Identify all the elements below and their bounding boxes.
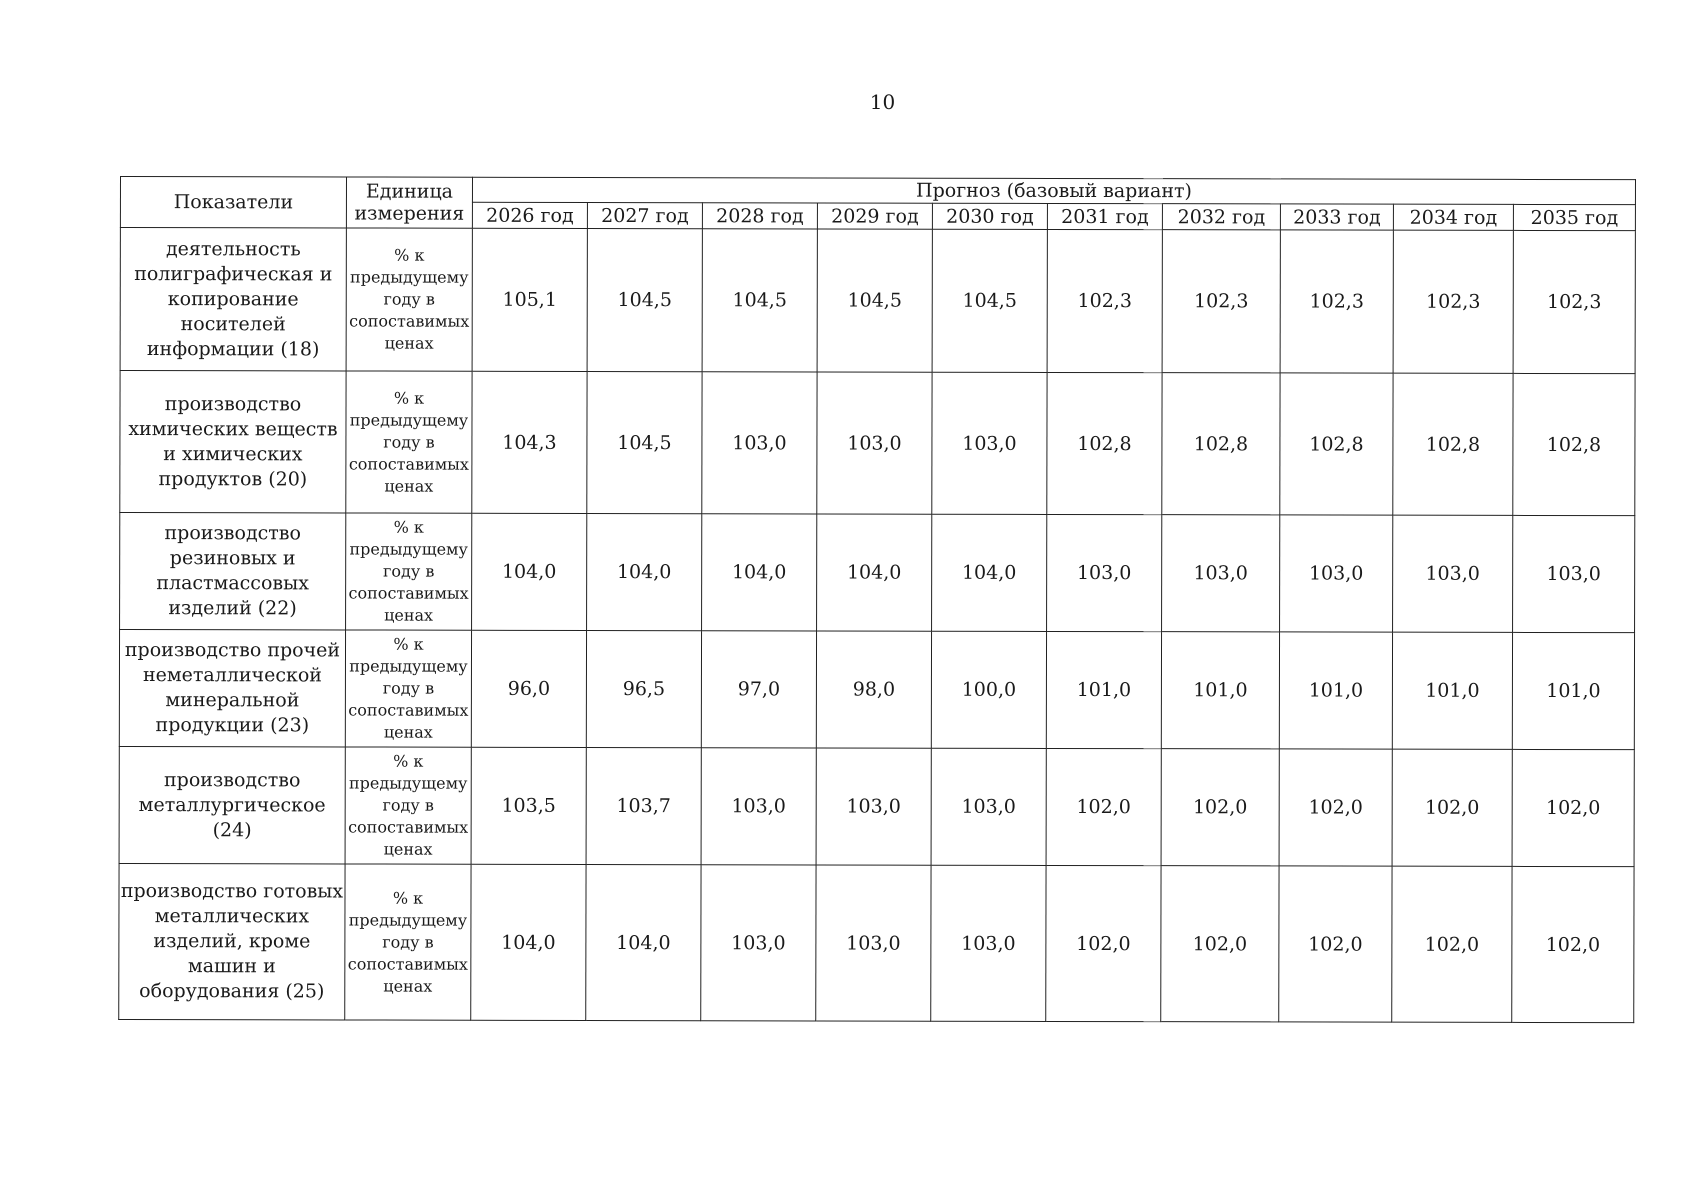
row-value: 101,0 — [1279, 632, 1392, 749]
row-value: 104,0 — [702, 514, 817, 631]
table-header — [120, 177, 1635, 231]
header-year-2026: 2026 год — [472, 202, 587, 228]
row-unit: % к предыдущему году в сопоставимых ценах — [345, 630, 471, 747]
row-value: 104,0 — [932, 514, 1047, 631]
row-value: 104,5 — [587, 371, 702, 513]
row-value: 104,0 — [471, 864, 586, 1020]
row-value: 103,0 — [1513, 515, 1635, 632]
row-value: 102,0 — [1279, 749, 1392, 866]
row-value: 105,1 — [472, 228, 587, 371]
row-value: 103,0 — [817, 372, 932, 514]
header-year-2027: 2027 год — [587, 202, 702, 228]
row-value: 103,0 — [932, 372, 1047, 514]
table-row — [120, 513, 1635, 633]
row-value: 104,3 — [472, 371, 587, 513]
row-value: 102,0 — [1046, 748, 1161, 865]
row-value: 102,3 — [1047, 229, 1162, 372]
header-year-2030: 2030 год — [932, 203, 1047, 229]
row-value: 96,5 — [586, 630, 701, 747]
row-value: 102,0 — [1512, 866, 1634, 1022]
header-year-2034: 2034 год — [1393, 204, 1513, 230]
row-value: 104,0 — [472, 513, 587, 630]
header-year-2035: 2035 год — [1513, 204, 1635, 230]
row-value: 102,3 — [1162, 230, 1280, 373]
row-unit: % к предыдущему году в сопоставимых ценах — [346, 513, 472, 630]
table-row — [120, 371, 1635, 516]
row-value: 103,0 — [816, 865, 931, 1021]
row-value: 98,0 — [816, 631, 931, 748]
table-row — [119, 863, 1634, 1022]
table-row — [120, 228, 1635, 374]
row-value: 102,0 — [1046, 865, 1161, 1021]
row-value: 103,0 — [1393, 515, 1513, 632]
row-value: 104,5 — [932, 229, 1047, 372]
row-value: 101,0 — [1046, 631, 1161, 748]
row-unit: % к предыдущему году в сопоставимых ценах — [346, 371, 472, 513]
row-value: 103,7 — [586, 747, 701, 864]
header-indicator: Показатели — [120, 177, 346, 228]
header-year-2031: 2031 год — [1047, 203, 1162, 229]
row-indicator: производство прочей неметаллической минеральной продукции (23) — [119, 630, 345, 747]
row-value: 103,0 — [1162, 515, 1280, 632]
row-value: 100,0 — [931, 631, 1046, 748]
header-year-2029: 2029 год — [817, 203, 932, 229]
page-number: 10 — [869, 90, 896, 114]
row-value: 103,0 — [816, 748, 931, 865]
table-row — [119, 746, 1634, 866]
row-indicator: производство резиновых и пластмассовых изделий (22) — [120, 513, 346, 630]
table-body — [119, 228, 1636, 1023]
row-value: 104,0 — [817, 514, 932, 631]
row-value: 102,3 — [1393, 230, 1513, 373]
row-value: 102,0 — [1279, 866, 1392, 1022]
row-value: 104,5 — [817, 229, 932, 372]
header-year-2033: 2033 год — [1280, 204, 1393, 230]
row-indicator: производство химических веществ и химических продуктов (20) — [120, 371, 346, 513]
row-value: 102,3 — [1280, 230, 1393, 373]
row-value: 103,0 — [701, 865, 816, 1021]
row-value: 103,0 — [931, 748, 1046, 865]
row-value: 102,0 — [1392, 866, 1512, 1022]
row-value: 103,0 — [702, 372, 817, 514]
row-value: 103,0 — [1047, 514, 1162, 631]
header-year-2028: 2028 год — [702, 203, 817, 229]
row-value: 96,0 — [471, 630, 586, 747]
row-value: 101,0 — [1512, 632, 1634, 749]
row-value: 103,5 — [471, 747, 586, 864]
forecast-table — [118, 176, 1636, 1023]
row-value: 101,0 — [1161, 632, 1279, 749]
row-value: 102,0 — [1512, 749, 1634, 866]
row-unit: % к предыдущему году в сопоставимых ценах — [345, 864, 471, 1020]
row-value: 102,8 — [1280, 373, 1393, 515]
row-value: 103,0 — [701, 748, 816, 865]
table-row — [119, 630, 1634, 750]
row-value: 104,5 — [702, 229, 817, 372]
row-unit: % к предыдущему году в сопоставимых ценах — [346, 228, 472, 371]
header-unit: Единица измерения — [346, 177, 472, 228]
row-value: 102,8 — [1162, 373, 1280, 515]
row-value: 102,8 — [1047, 372, 1162, 514]
row-unit: % к предыдущему году в сопоставимых ценах — [345, 747, 471, 864]
row-indicator: производство металлургическое (24) — [119, 746, 345, 863]
row-value: 101,0 — [1392, 632, 1512, 749]
row-indicator: производство готовых металлических изделий, кроме машин и оборудования (25) — [119, 863, 345, 1019]
row-value: 102,8 — [1513, 373, 1635, 515]
header-year-2032: 2032 год — [1162, 204, 1280, 230]
row-value: 102,0 — [1161, 866, 1279, 1022]
row-indicator: деятельность полиграфическая и копирование носителей информации (18) — [120, 228, 346, 371]
row-value: 104,5 — [587, 228, 702, 371]
row-value: 103,0 — [1280, 515, 1393, 632]
row-value: 102,0 — [1161, 749, 1279, 866]
row-value: 102,3 — [1513, 230, 1635, 373]
row-value: 102,8 — [1393, 373, 1513, 515]
row-value: 102,0 — [1392, 749, 1512, 866]
row-value: 104,0 — [587, 513, 702, 630]
row-value: 103,0 — [931, 865, 1046, 1021]
row-value: 104,0 — [586, 864, 701, 1020]
header-forecast: Прогноз (базовый вариант) — [472, 177, 1635, 204]
row-value: 97,0 — [701, 631, 816, 748]
